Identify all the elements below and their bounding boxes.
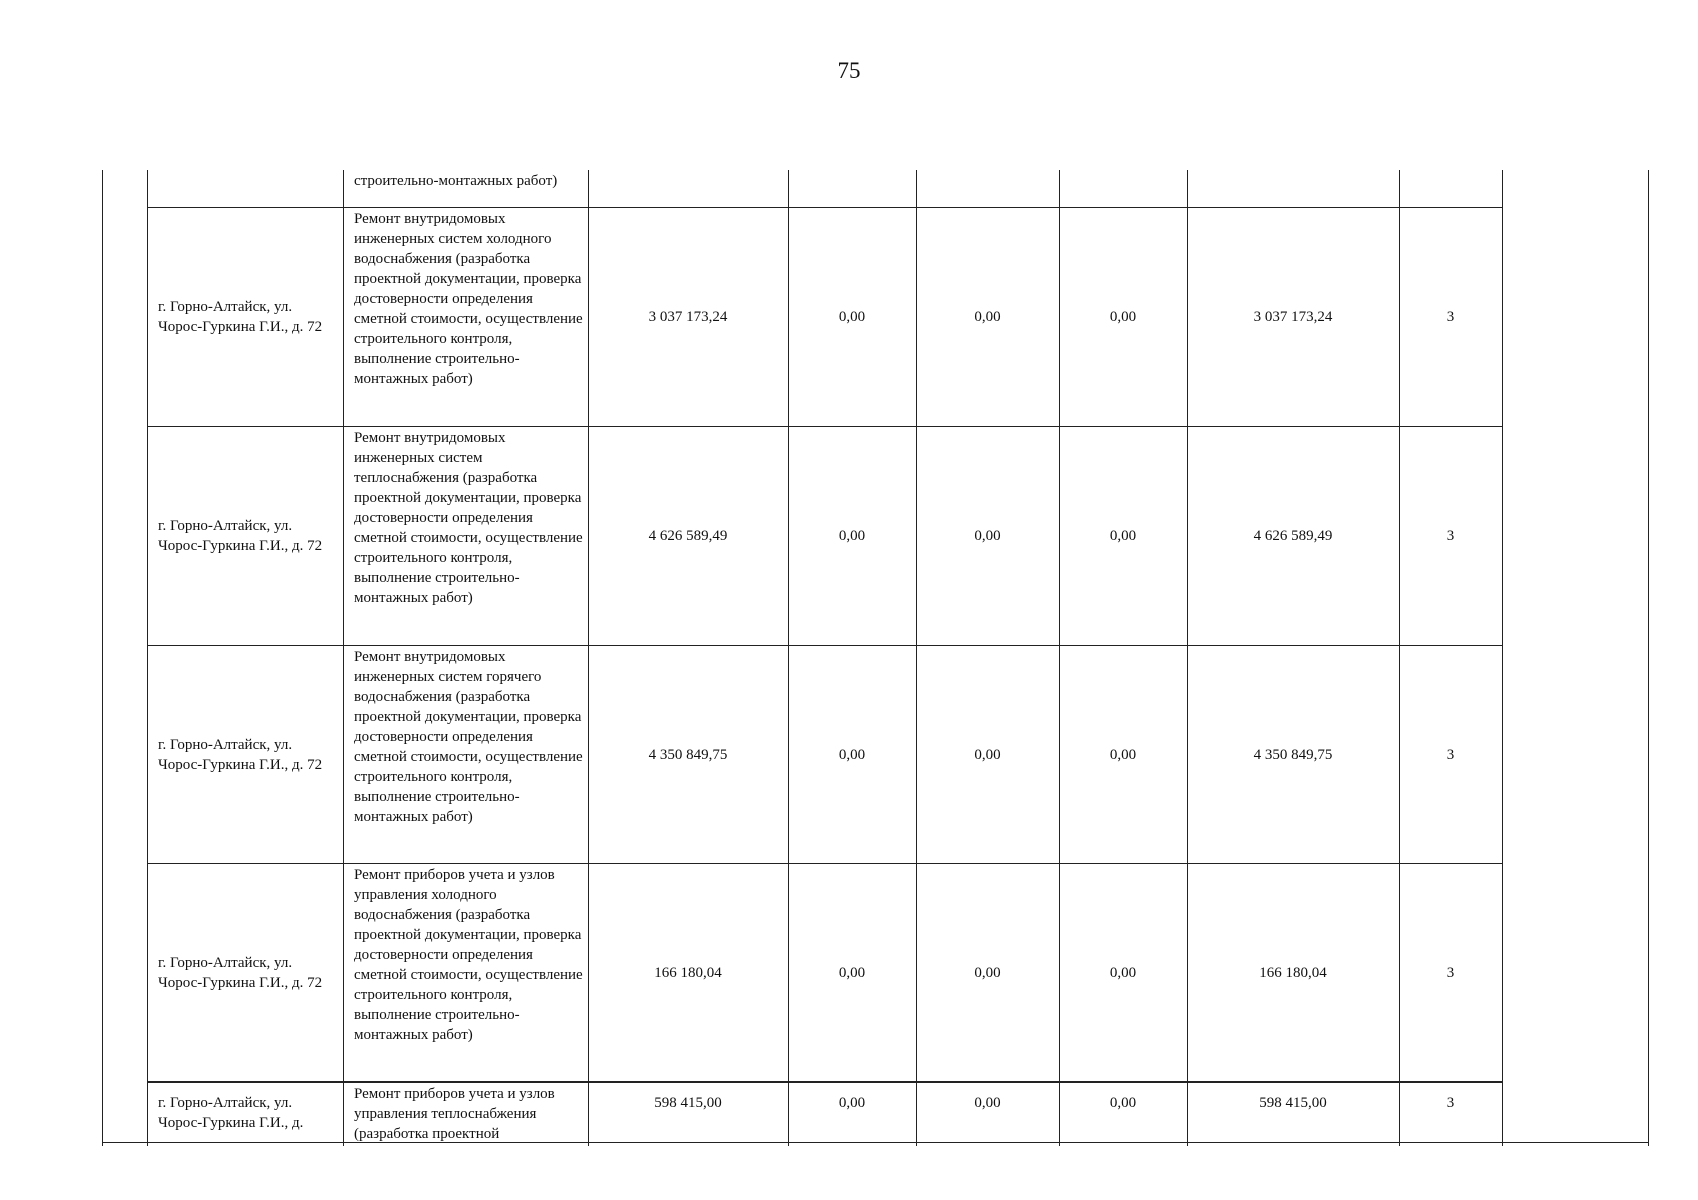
amount-cell: 0,00	[838, 964, 866, 981]
address-text: г. Горно-Алтайск, ул. Чорос-Гуркина Г.И., д. 72	[158, 954, 323, 991]
fund-amount: 166 180,04	[1259, 964, 1327, 981]
amount-cell: 0,00	[838, 1095, 866, 1111]
fund-amount: 4 350 849,75	[1253, 746, 1333, 763]
fund-amount: 4 626 589,49	[1253, 528, 1333, 544]
fund-amount: 3 037 173,24	[1253, 309, 1333, 325]
address-text: г. Горно-Алтайск, ул. Чорос-Гуркина Г.И., д. 72	[158, 518, 323, 554]
work-description: Ремонт приборов учета и узлов управления холодного водоснабжения (разработка проектной документации, проверка достоверности определения сметной стоимости, осуществление строительного контроля, выполнение строительно-монтажных работ)	[354, 867, 583, 1043]
total-cost: 598 415,00	[654, 1095, 722, 1111]
work-description: Ремонт внутридомовых инженерных систем холодного водоснабжения (разработка проектной документации, проверка достоверности определения сметной стоимости, осуществление строительного контроля, выполнение строительно-монтажных работ)	[354, 211, 583, 387]
address-cell	[158, 1083, 328, 1142]
total-cost: 4 350 849,75	[648, 746, 728, 763]
total-cost: 4 626 589,49	[648, 528, 728, 544]
address-text: г. Горно-Алтайск, ул. Чорос-Гуркина Г.И., д. 72	[158, 736, 323, 773]
address-cell	[158, 208, 328, 426]
count-cell: 3	[1446, 528, 1455, 544]
address-cell	[158, 646, 328, 863]
table-row	[0, 427, 1698, 645]
amount-cell: 0,00	[838, 746, 866, 763]
page-number: 75	[837, 58, 861, 83]
amount-cell: 0,00	[974, 528, 1001, 544]
table-row-continued	[0, 170, 1698, 207]
count-cell: 3	[1446, 309, 1455, 325]
work-description: Ремонт внутридомовых инженерных систем горячего водоснабжения (разработка проектной документации, проверка достоверности определения сметной стоимости, осуществление строительного контроля, выполнение строительно-монтажных работ)	[354, 649, 583, 825]
work-description: Ремонт приборов учета и узлов управления теплоснабжения (разработка проектной	[354, 1086, 555, 1142]
amount-cell: 0,00	[1109, 964, 1137, 981]
count-cell: 3	[1446, 746, 1455, 763]
address-text: г. Горно-Алтайск, ул. Чорос-Гуркина Г.И., д.	[158, 1095, 304, 1131]
amount-cell: 0,00	[1109, 746, 1137, 763]
address-text: г. Горно-Алтайск, ул. Чорос-Гуркина Г.И., д. 72	[158, 299, 323, 335]
table-row	[0, 208, 1698, 426]
amount-cell: 0,00	[974, 1095, 1001, 1111]
amount-cell: 0,00	[838, 528, 866, 544]
amount-cell: 0,00	[974, 964, 1001, 981]
amount-cell: 0,00	[1109, 528, 1137, 544]
amount-cell: 0,00	[1109, 1095, 1137, 1111]
table-row	[0, 646, 1698, 863]
amount-cell: 0,00	[974, 746, 1001, 763]
count-cell: 3	[1446, 964, 1455, 981]
amount-cell: 0,00	[974, 309, 1001, 325]
table-border-bottom	[102, 1142, 1648, 1143]
work-description: строительно-монтажных работ)	[354, 173, 558, 189]
amount-cell: 0,00	[1109, 309, 1137, 325]
work-description: Ремонт внутридомовых инженерных систем теплоснабжения (разработка проектной документации, проверка достоверности определения сметной стоимости, осуществление строительного контроля, выполнение строительно-монтажных работ)	[354, 430, 583, 606]
table-row	[0, 864, 1698, 1081]
works-table	[0, 170, 1698, 1146]
amount-cell: 0,00	[838, 309, 866, 325]
total-cost: 166 180,04	[654, 964, 722, 981]
count-cell: 3	[1446, 1095, 1455, 1111]
address-cell	[158, 427, 328, 645]
fund-amount: 598 415,00	[1259, 1095, 1327, 1111]
total-cost: 3 037 173,24	[648, 309, 728, 325]
address-cell	[158, 864, 328, 1081]
table-row	[0, 1083, 1698, 1142]
